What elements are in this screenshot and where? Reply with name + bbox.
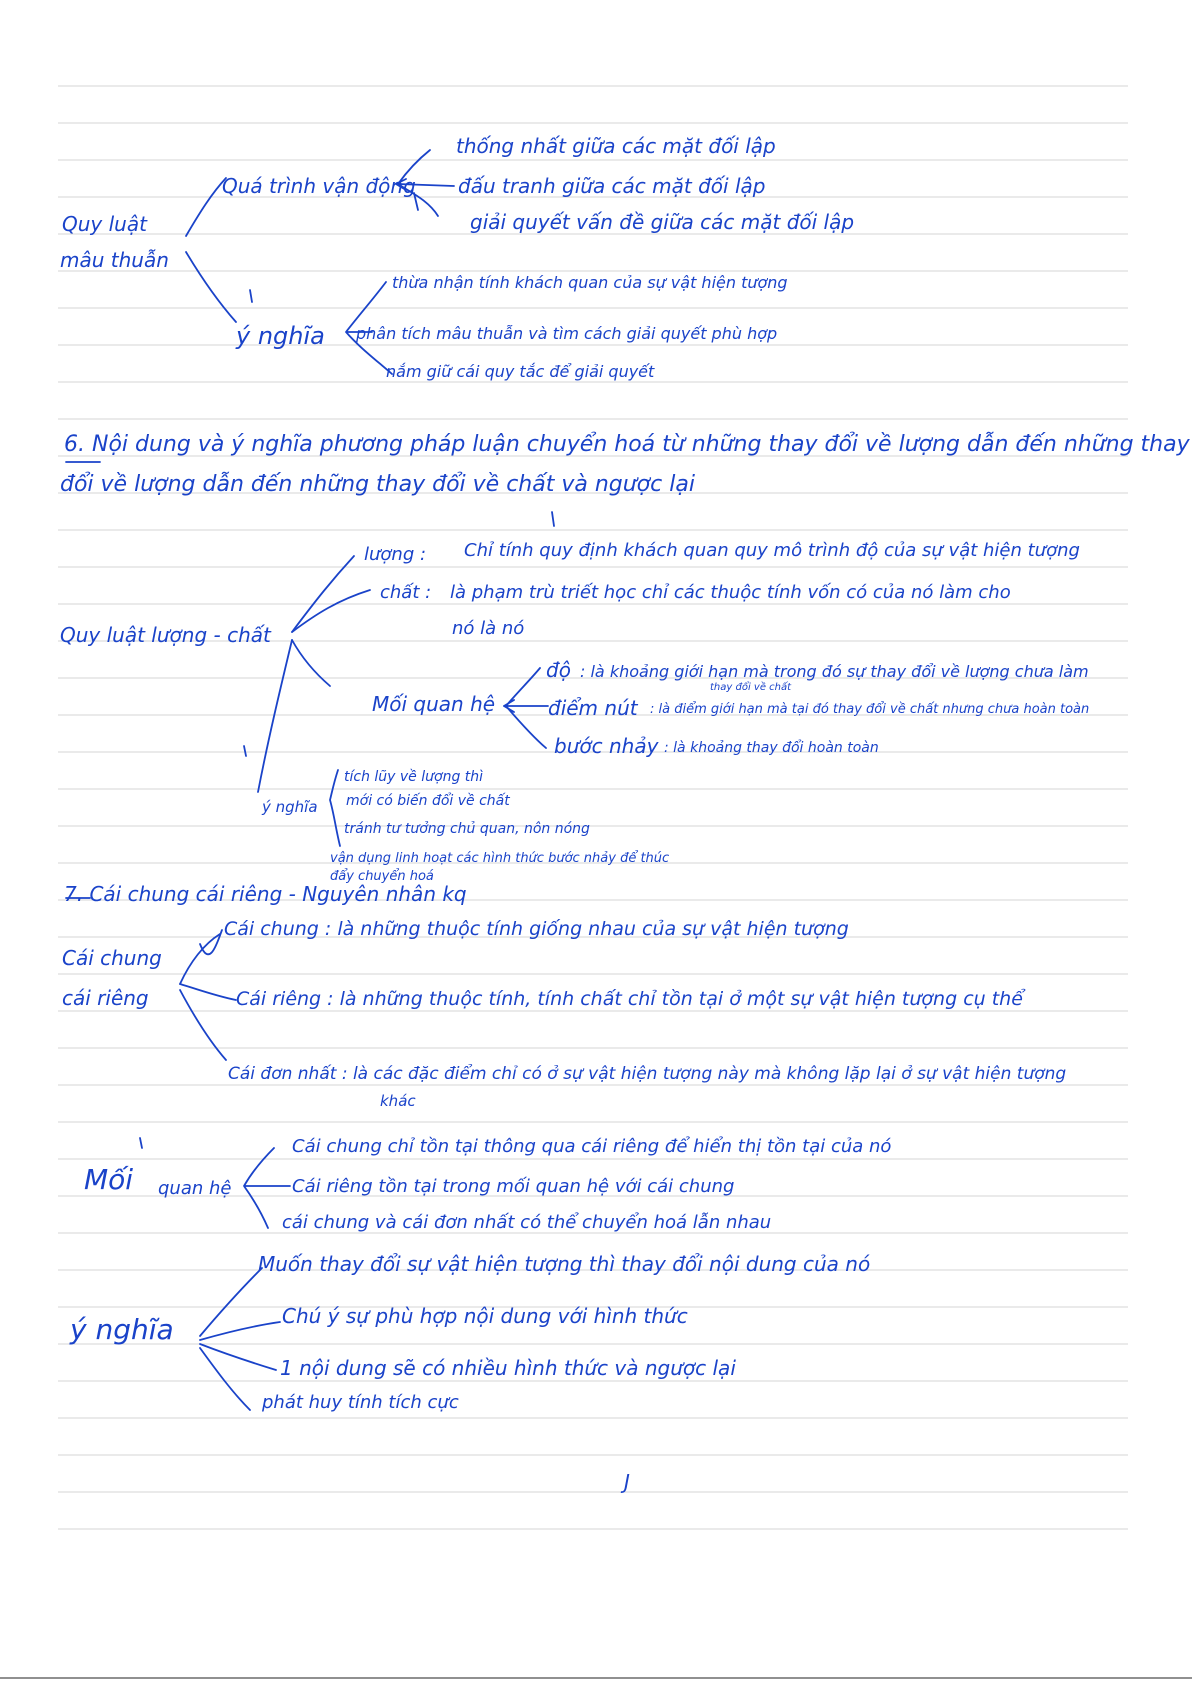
lc-y-nghia-item-3: tránh tư tưởng chủ quan, nôn nóng xyxy=(344,821,590,837)
branch-cr-to-chung-2 xyxy=(180,934,220,984)
mqh-item-3: cái chung và cái đơn nhất có thể chuyển hoá lẫn nhau xyxy=(282,1212,772,1233)
cr-item-don-nhat-2: khác xyxy=(380,1092,416,1110)
lc-chat-key: chất : xyxy=(380,582,432,603)
branch-lc-to-chat xyxy=(292,590,370,632)
lc-y-nghia-label: ý nghĩa xyxy=(262,798,318,816)
lc-chat-text-2: nó là nó xyxy=(452,618,525,639)
mt-qua-trinh-item-1: thống nhất giữa các mặt đối lập xyxy=(456,134,776,158)
lc-luong-text: Chỉ tính quy định khách quan quy mô trình độ của sự vật hiện tượng xyxy=(464,540,1080,561)
mqh-item-1: Cái chung chỉ tồn tại thông qua cái riêng để hiển thị tồn tại của nó xyxy=(292,1136,892,1157)
branch-mt-to-quatrinh xyxy=(186,178,226,236)
lc-buoc-nhay-key: bước nhảy xyxy=(554,734,659,758)
mt-root-line-2: mâu thuẫn xyxy=(60,248,169,272)
lc-do-note: thay đổi về chất xyxy=(710,682,792,693)
branch-cr-to-rieng xyxy=(180,984,236,1000)
lc-do-key: độ xyxy=(546,658,571,682)
cr-item-don-nhat: Cái đơn nhất : là các đặc điểm chỉ có ở sự vật hiện tượng này mà không lặp lại ở sự vật hiện tượng xyxy=(228,1064,1067,1084)
mt-root-line-1: Quy luật xyxy=(62,212,147,236)
lc-chat-text: là phạm trù triết học chỉ các thuộc tính vốn có của nó làm cho xyxy=(450,582,1011,603)
mt-qua-trinh-label: Quá trình vận động xyxy=(222,174,416,198)
lc-diem-nut-key: điểm nút xyxy=(548,696,638,720)
branch-cr-to-donnhat xyxy=(180,990,226,1060)
cr-item-chung: Cái chung : là những thuộc tính giống nhau của sự vật hiện tượng xyxy=(224,918,849,940)
lc-moi-quan-he-label: Mối quan hệ xyxy=(372,692,496,716)
mqh-root-a: Mối xyxy=(84,1163,134,1196)
yn-item-4: phát huy tính tích cực xyxy=(262,1392,459,1413)
ink-tick-3 xyxy=(552,512,554,526)
heading-6-line-2: đổi về lượng dẫn đến những thay đổi về chất và ngược lại xyxy=(60,472,695,497)
bracket-lc-ynghia xyxy=(330,770,340,846)
lc-luong-key: lượng : xyxy=(364,544,427,565)
branch-lc-to-luong xyxy=(292,556,354,632)
branch-yn-1 xyxy=(200,1268,262,1336)
lc-do-text: : là khoảng giới hạn mà trong đó sự thay đổi về lượng chưa làm xyxy=(580,662,1089,681)
heading-6-line-1: 6. Nội dung và ý nghĩa phương pháp luận chuyển hoá từ những thay đổi về lượng dẫn đến những thay xyxy=(64,432,1190,457)
branch-yn-4 xyxy=(200,1348,250,1410)
branch-lc-to-ynghia xyxy=(258,640,292,792)
lc-y-nghia-item-1: tích lũy về lượng thì xyxy=(344,769,484,785)
cr-root-line-1: Cái chung xyxy=(62,946,162,970)
page-mark: J xyxy=(624,1470,630,1494)
branch-lc-to-moiquanhe xyxy=(292,640,330,686)
cr-root-line-2: cái riêng xyxy=(62,986,149,1010)
lc-buoc-nhay-text: : là khoảng thay đổi hoàn toàn xyxy=(664,740,879,756)
mqh-item-2: Cái riêng tồn tại trong mối quan hệ với cái chung xyxy=(292,1176,735,1197)
mt-y-nghia-item-1: thừa nhận tính khách quan của sự vật hiện tượng xyxy=(392,273,788,292)
heading-7: 7. Cái chung cái riêng - Nguyên nhân kq xyxy=(64,882,467,906)
cr-item-rieng: Cái riêng : là những thuộc tính, tính chất chỉ tồn tại ở một sự vật hiện tượng cụ thể xyxy=(236,988,1023,1010)
ink-tick-4 xyxy=(244,746,246,756)
lc-root: Quy luật lượng - chất xyxy=(60,623,271,647)
mt-qua-trinh-item-3: giải quyết vấn đề giữa các mặt đối lập xyxy=(470,210,855,234)
lc-y-nghia-item-2: mới có biến đổi về chất xyxy=(346,793,510,809)
lc-y-nghia-item-4: vận dụng linh hoạt các hình thức bước nhảy để thúc xyxy=(330,851,670,866)
mt-qua-trinh-item-2: đấu tranh giữa các mặt đối lập xyxy=(458,174,766,198)
lc-diem-nut-text: : là điểm giới hạn mà tại đó thay đổi về chất nhưng chưa hoàn toàn xyxy=(650,702,1090,717)
mt-y-nghia-label: ý nghĩa xyxy=(236,322,325,350)
yn-item-3: 1 nội dung sẽ có nhiều hình thức và ngược lại xyxy=(280,1356,736,1380)
lc-y-nghia-item-5: đẩy chuyển hoá xyxy=(330,869,434,884)
mqh-root-b: quan hệ xyxy=(158,1178,232,1199)
bracket-moiquanhe xyxy=(506,668,548,748)
yn-item-1: Muốn thay đổi sự vật hiện tượng thì thay đổi nội dung của nó xyxy=(258,1252,871,1276)
branch-yn-3 xyxy=(200,1344,276,1370)
ink-tick-2 xyxy=(250,290,252,302)
mt-y-nghia-item-2: phân tích mâu thuẫn và tìm cách giải quyết phù hợp xyxy=(356,324,778,343)
ink-tick-5 xyxy=(140,1138,142,1148)
yn-root: ý nghĩa xyxy=(70,1313,174,1346)
branch-mt-to-ynghia xyxy=(186,252,236,322)
mt-y-nghia-item-3: nắm giữ cái quy tắc để giải quyết xyxy=(386,362,655,381)
branch-cr-to-chung xyxy=(200,930,222,954)
yn-item-2: Chú ý sự phù hợp nội dung với hình thức xyxy=(282,1304,688,1328)
branch-yn-2 xyxy=(200,1322,280,1340)
